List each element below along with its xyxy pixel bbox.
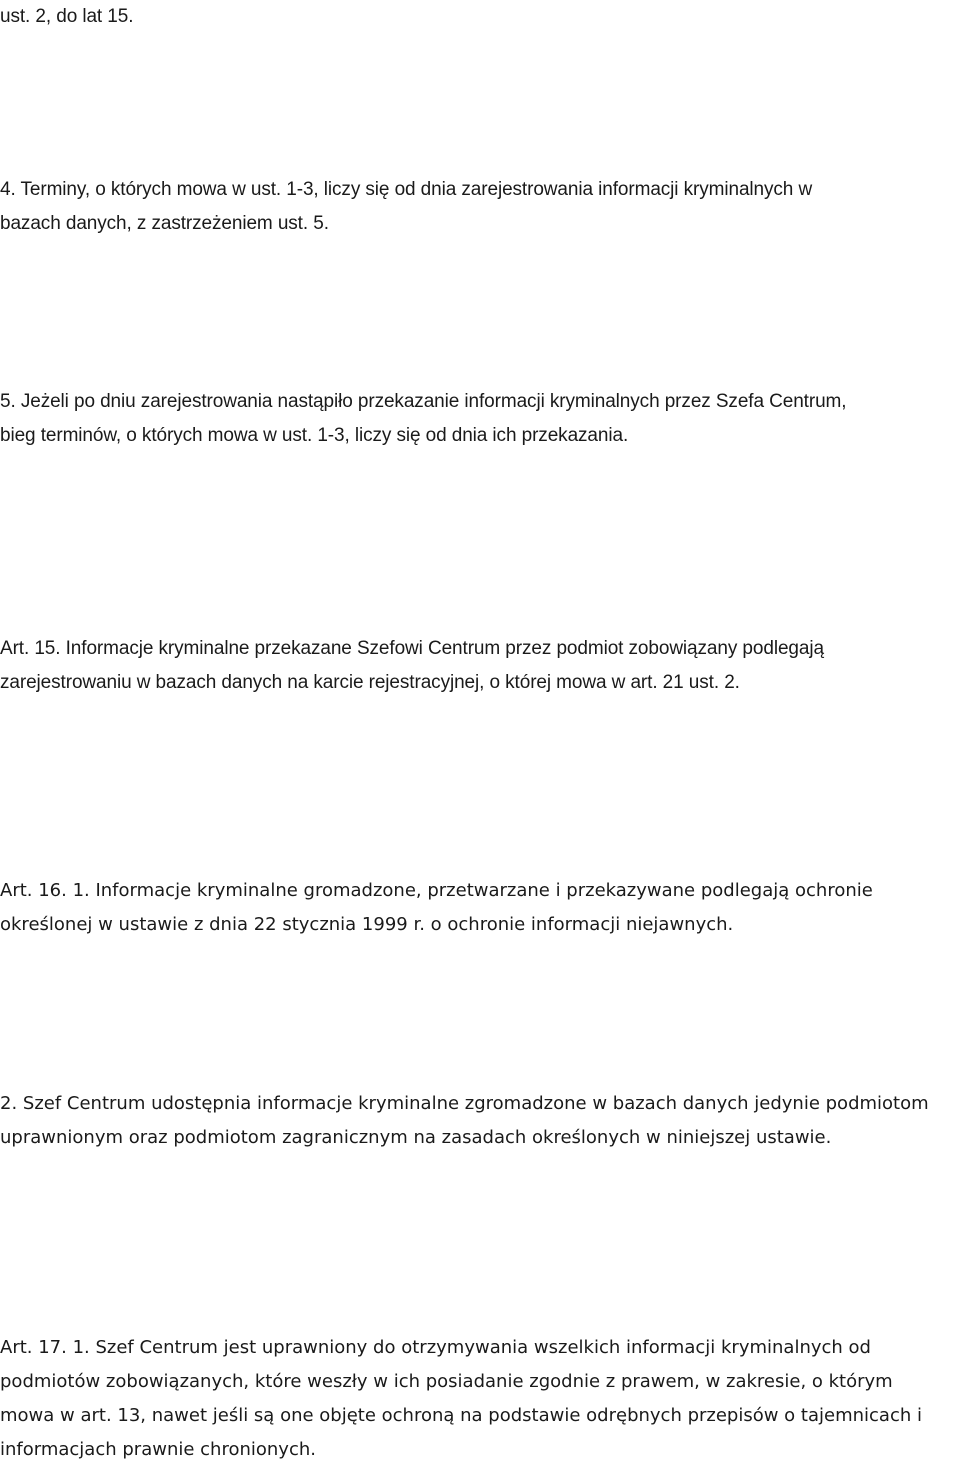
- text-line: bazach danych, z zastrzeżeniem ust. 5.: [0, 213, 329, 234]
- text-line: bieg terminów, o których mowa w ust. 1-3, liczy się od dnia ich przekazania.: [0, 425, 629, 446]
- paragraph-art-16-ust-1: [0, 874, 960, 942]
- paragraph-ust-5-przekazanie: [0, 385, 960, 453]
- text-line: podmiotów zobowiązanych, które weszły w ich posiadanie zgodnie z prawem, w zakresie, o którym: [0, 1371, 893, 1392]
- paragraph-ust-4-terminy: [0, 173, 960, 241]
- paragraph-ust-2-do-lat-15: [0, 0, 960, 34]
- text-line: uprawnionym oraz podmiotom zagranicznym na zasadach określonych w niniejszej ustawie.: [0, 1127, 832, 1148]
- text-line: zarejestrowaniu w bazach danych na karcie rejestracyjnej, o której mowa w art. 21 ust. 2.: [0, 672, 740, 693]
- text-line: mowa w art. 13, nawet jeśli są one objęte ochroną na podstawie odrębnych przepisów o tajemnicach i: [0, 1405, 922, 1426]
- text-line: Art. 15. Informacje kryminalne przekazane Szefowi Centrum przez podmiot zobowiązany podlegają: [0, 638, 824, 659]
- text-line: Art. 17. 1. Szef Centrum jest uprawniony do otrzymywania wszelkich informacji kryminalnych od: [0, 1337, 871, 1358]
- text-line: informacjach prawnie chronionych.: [0, 1439, 316, 1460]
- text-line: Art. 16. 1. Informacje kryminalne gromadzone, przetwarzane i przekazywane podlegają ochronie: [0, 880, 873, 901]
- paragraph-art-15: [0, 632, 960, 700]
- paragraph-art-16-ust-2: [0, 1087, 960, 1155]
- text-line: 5. Jeżeli po dniu zarejestrowania nastąpiło przekazanie informacji kryminalnych przez Szefa Centrum,: [0, 391, 847, 412]
- text-line: ust. 2, do lat 15.: [0, 6, 134, 27]
- text-line: określonej w ustawie z dnia 22 stycznia 1999 r. o ochronie informacji niejawnych.: [0, 914, 734, 935]
- text-line: 4. Terminy, o których mowa w ust. 1-3, liczy się od dnia zarejestrowania informacji kryminalnych w: [0, 179, 813, 200]
- paragraph-art-17-ust-1: [0, 1331, 960, 1467]
- text-line: 2. Szef Centrum udostępnia informacje kryminalne zgromadzone w bazach danych jedynie podmiotom: [0, 1093, 929, 1114]
